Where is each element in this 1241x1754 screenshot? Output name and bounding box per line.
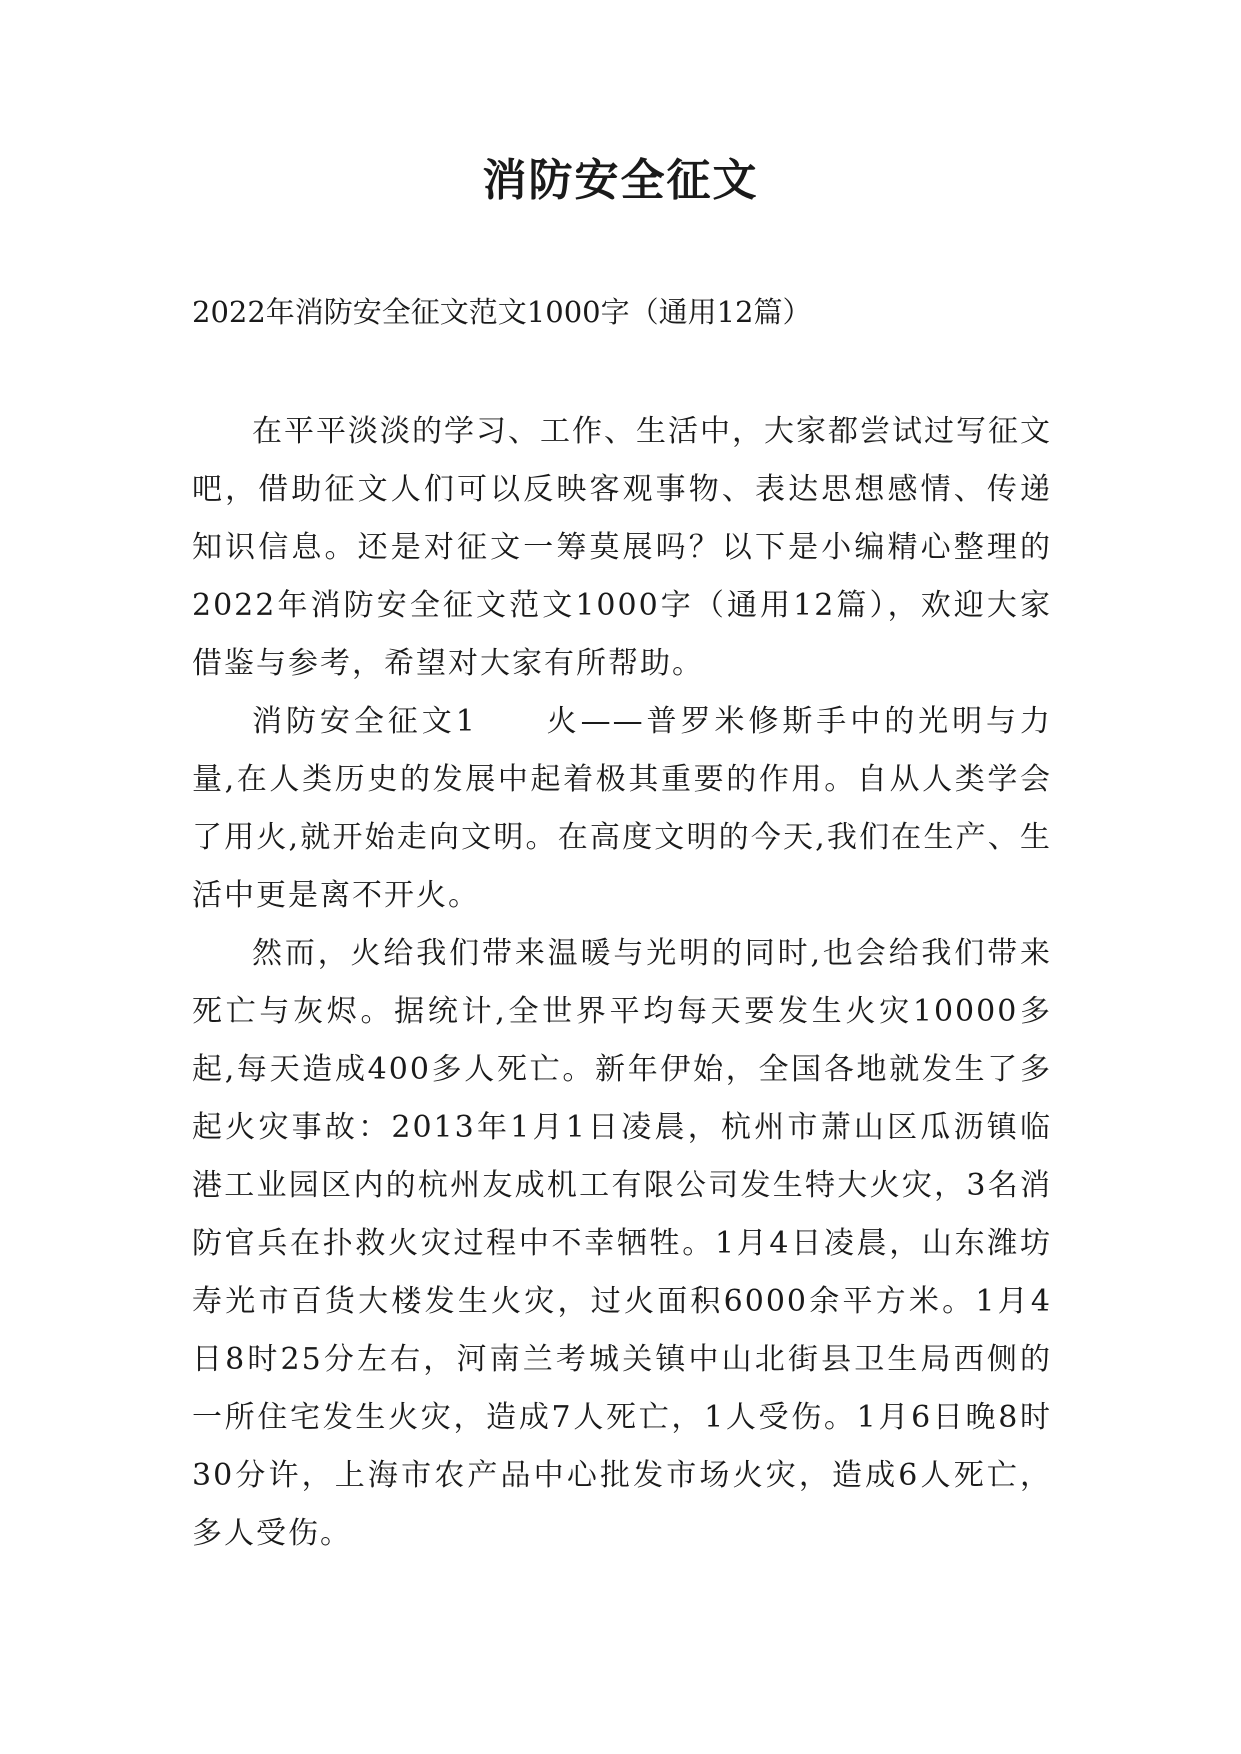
document-body <box>192 403 1052 1563</box>
document-title: 消防安全征文 <box>482 155 759 206</box>
paragraph-fire-statistics: 然而，火给我们带来温暖与光明的同时,也会给我们带来死亡与灰烬。据统计,全世界平均每天要发生火灾10000多起,每天造成400多人死亡。新年伊始，全国各地就发生了多起火灾事故：2013年1月1日凌晨，杭州市萧山区瓜沥镇临港工业园区内的杭州友成机工有限公司发生特大火灾，3名消防官兵在扑救火灾过程中不幸牺牲。1月4日凌晨，山东潍坊寿光市百货大楼发生火灾，过火面积6000余平方米。1月4日8时25分左右，河南兰考城关镇中山北街县卫生局西侧的一所住宅发生火灾，造成7人死亡，1人受伤。1月6日晚8时30分许，上海市农产品中心批发市场火灾，造成6人死亡，多人受伤。 <box>192 936 1052 1551</box>
document-subtitle: 2022年消防安全征文范文1000字（通用12篇） <box>192 295 812 329</box>
paragraph-intro: 在平平淡淡的学习、工作、生活中，大家都尝试过写征文吧，借助征文人们可以反映客观事物、表达思想感情、传递知识信息。还是对征文一筹莫展吗？以下是小编精心整理的2022年消防安全征文范文1000字（通用12篇），欢迎大家借鉴与参考，希望对大家有所帮助。 <box>192 414 1052 681</box>
paragraph-essay-1-opening: 消防安全征文1 火——普罗米修斯手中的光明与力量,在人类历史的发展中起着极其重要的作用。自从人类学会了用火,就开始走向文明。在高度文明的今天,我们在生产、生活中更是离不开火。 <box>192 704 1052 913</box>
